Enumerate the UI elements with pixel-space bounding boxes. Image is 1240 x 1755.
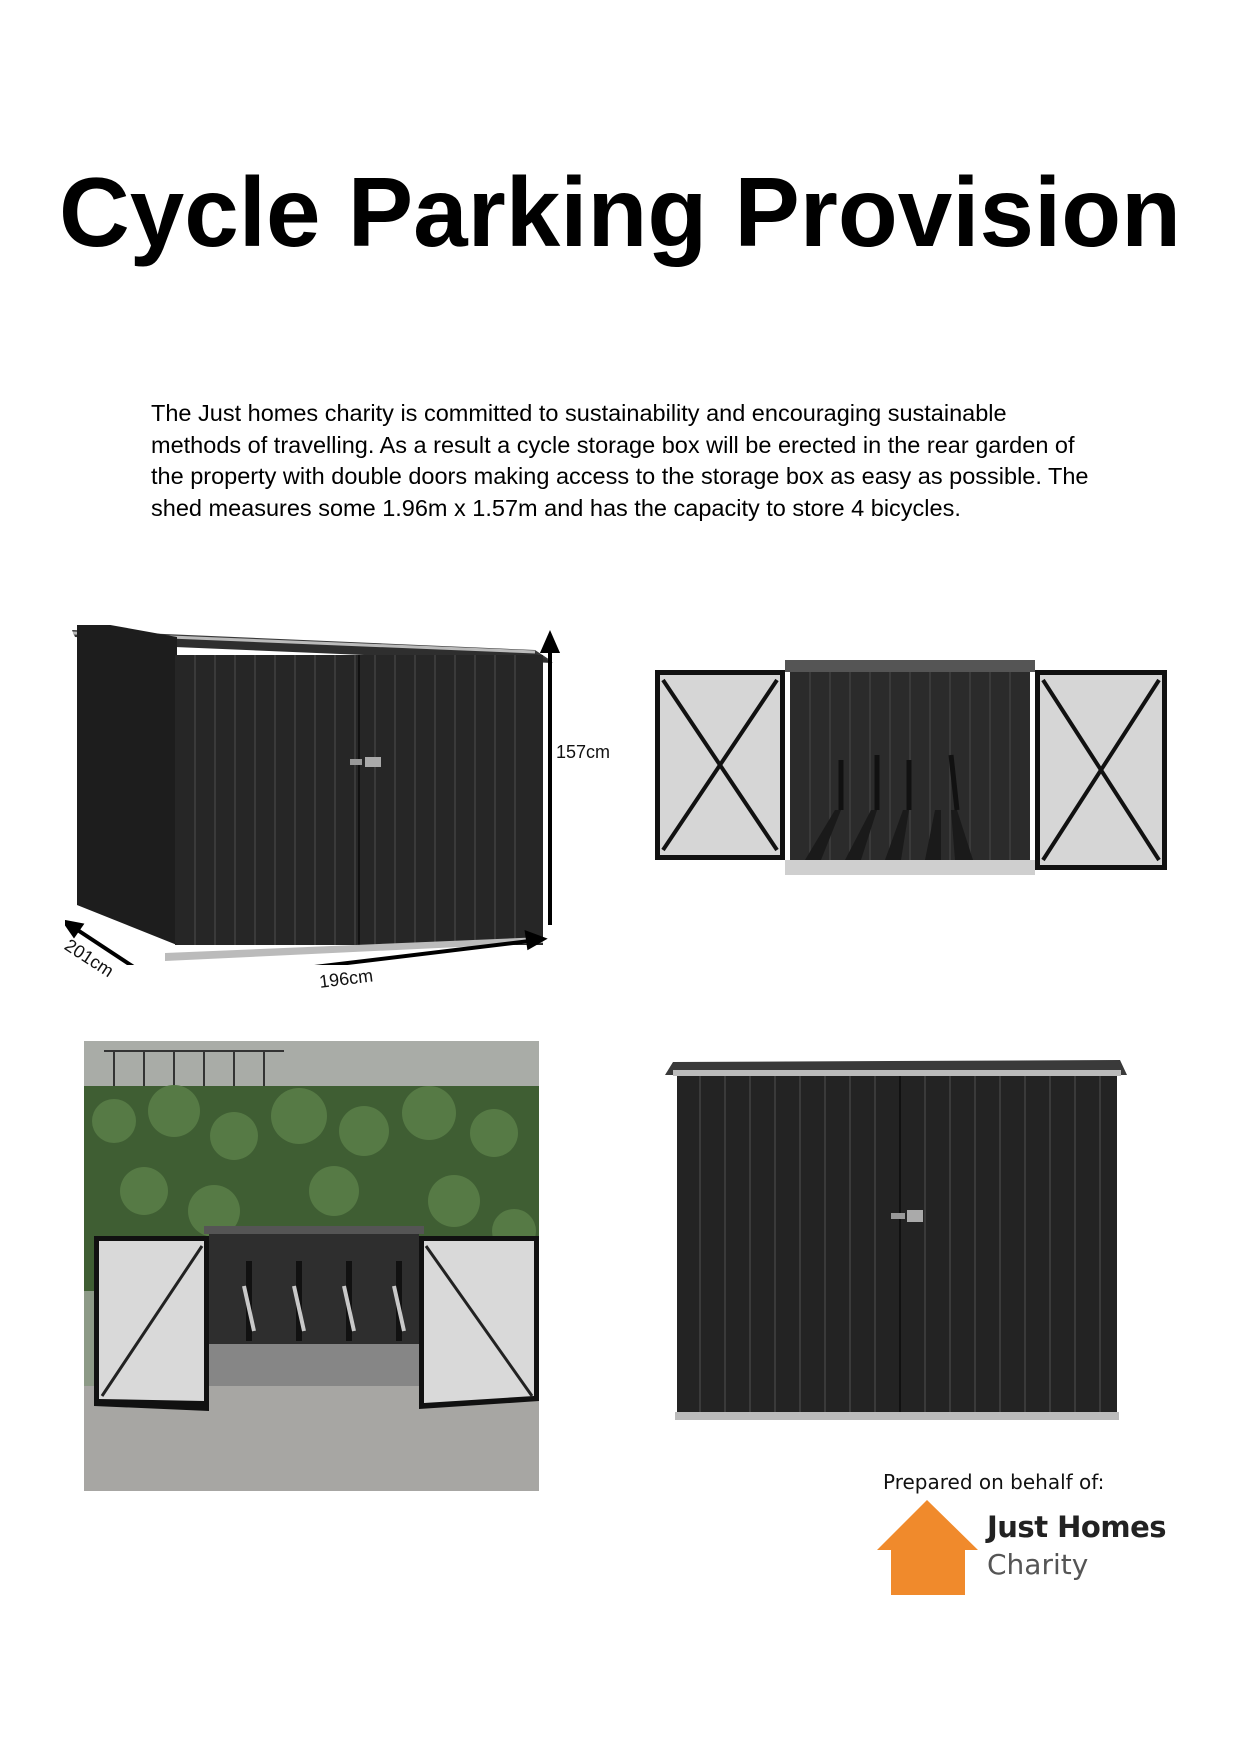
intro-paragraph: The Just homes charity is committed to sustainability and encouraging sustainable methods of travelling. As a result a cycle storage box will be erected in the rear garden of the property with double doors making access to the storage box as easy as possible. The shed measures some 1.96m x 1.57m and has the capacity to store 4 bicycles.	[151, 400, 1089, 521]
shed-front-photo	[665, 1050, 1127, 1425]
logo-subtitle: Charity	[987, 1548, 1089, 1581]
house-icon	[875, 1500, 980, 1600]
depth-dimension-label: 201cm	[61, 935, 118, 982]
shed-open-racks-figure	[655, 660, 1167, 875]
height-dimension-label: 157cm	[556, 742, 611, 762]
prepared-on-behalf-label: Prepared on behalf of:	[883, 1470, 1105, 1494]
page-title: Cycle Parking Provision	[59, 157, 1181, 267]
shed-garden-photo	[84, 1041, 539, 1491]
logo-name: Just Homes	[987, 1510, 1166, 1544]
just-homes-charity-logo	[875, 1500, 1175, 1600]
width-dimension-label: 196cm	[318, 965, 375, 992]
shed-dimensions-figure	[65, 625, 565, 965]
